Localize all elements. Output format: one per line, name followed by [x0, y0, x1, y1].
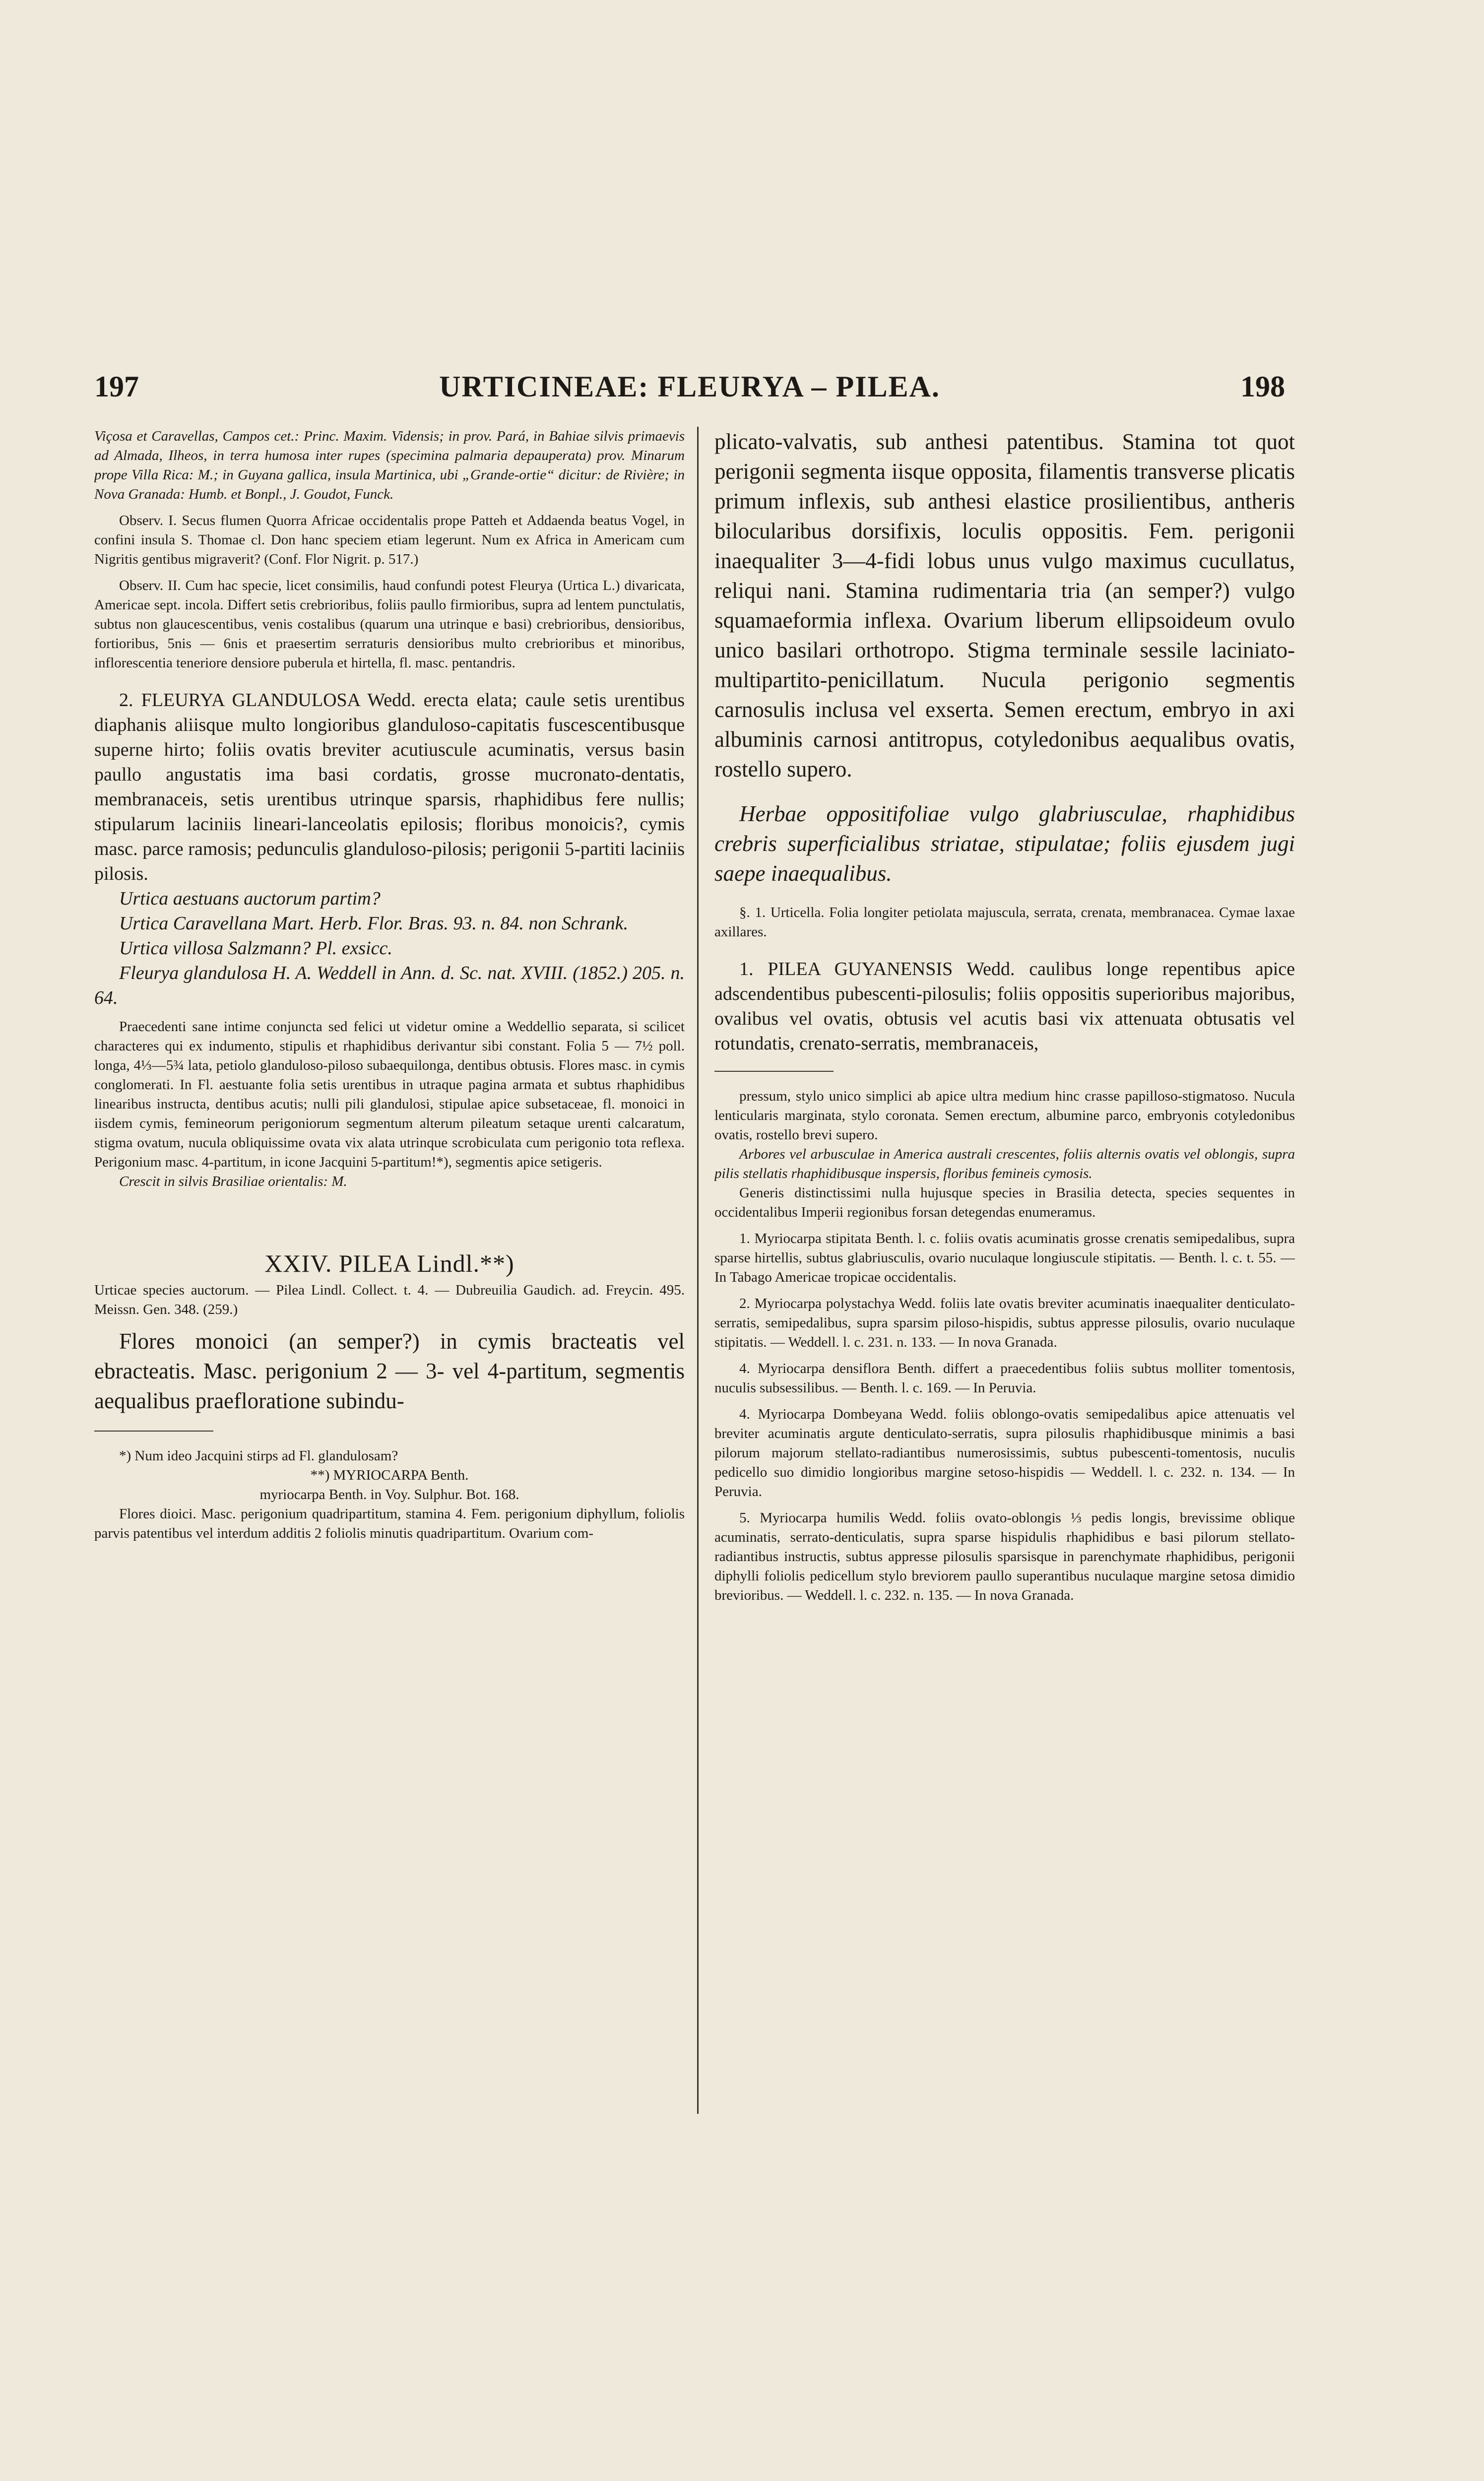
synonym-3: Urtica villosa Salzmann? Pl. exsicc.	[119, 938, 392, 959]
species-description: 2. FLEURYA GLANDULOSA Wedd. erecta elata; caule setis urentibus diaphanis aliisque multo longioribus glanduloso-capitatis fuscescentibusque superne hirto; foliis ovatis breviter acutiuscule acuminatis, versus basin paullo angustatis ima basi cordatis, grosse mucronato-dentatis, membranaceis, setis urentibus utrinque sparsis, rhaphidibus fere nullis; stipularum laciniis lineari-lanceolatis epilosis; floribus monoicis?, cymis masc. parce ramosis; pedunculis glanduloso-pilosis; perigonii 5-partiti laciniis pilosis.	[94, 690, 685, 884]
footnote-myriocarpa-2: 2. Myriocarpa polystachya Wedd. foliis late ovatis breviter acuminatis inaequaliter denticulato-serratis, semipedalibus, supra sparsim piloso-hispidis, subtus appresse pilosulis, ovario nuculaque stipitatis. — Weddell. l. c. 231. n. 133. — In nova Granada.	[714, 1296, 1295, 1350]
genus-heading: XXIV. PILEA Lindl.**)	[264, 1249, 515, 1277]
footnote-rule-right	[714, 1071, 834, 1072]
observation-2: Observ. II. Cum hac specie, licet consimilis, haud confundi potest Fleurya (Urtica L.) divaricata, Americae sept. incola. Differt setis crebrioribus, foliis paullo firmioribus, supra ad lentem punctulatis, subtus non glaucescentibus, venis costalibus (quarum una utrinque e basi) crebrioribus, densioribus, fortioribus, 5nis — 6nis et praesertim serraturis densioribus multo crebrioribus et minoribus, inflorescentia teneriore densiore puberula et hirtella, fl. masc. pentandris.	[94, 578, 685, 671]
column-divider	[697, 427, 699, 2114]
footnote-2: **) MYRIOCARPA Benth.	[310, 1467, 469, 1483]
footnote-cont-2: Arbores vel arbusculae in America australi crescentes, foliis alternis ovatis vel oblongis, supra pilis stellatis rhaphidibusque inspersis, floribus femineis cymosis.	[714, 1146, 1295, 1181]
synonym-1: Urtica aestuans auctorum partim?	[119, 888, 381, 909]
footnote-myriocarpa-3: 4. Myriocarpa densiflora Benth. differt a praecedentibus foliis subtus molliter tomentosis, nuculis subsessilibus. — Benth. l. c. 169. — In Peruvia.	[714, 1361, 1295, 1396]
synonym-4: Fleurya glandulosa H. A. Weddell in Ann. d. Sc. nat. XVIII. (1852.) 205. n. 64.	[94, 963, 685, 1008]
synonym-2: Urtica Caravellana Mart. Herb. Flor. Bras. 93. n. 84. non Schrank.	[119, 913, 628, 934]
page-number-left: 197	[94, 370, 139, 403]
footnote-myriocarpa-1: 1. Myriocarpa stipitata Benth. l. c. foliis ovatis acuminatis grosse crenatis semipedalibus, supra sparse hirtellis, subtus glabriusculis, ovario nuculaque longiuscule stipitatis. — Benth. l. c. t. 55. — In Tabago Americae tropicae occidentalis.	[714, 1231, 1295, 1285]
running-title: URTICINEAE: FLEURYA – PILEA.	[439, 370, 940, 403]
right-column	[714, 427, 1295, 2124]
genus-synonyms: Urticae species auctorum. — Pilea Lindl. Collect. t. 4. — Dubreuilia Gaudich. ad. Freycin. 495. Meissn. Gen. 348. (259.)	[94, 1282, 685, 1317]
locality-paragraph: Viçosa et Caravellas, Campos cet.: Princ. Maxim. Vidensis; in prov. Pará, in Bahiae silvis primaevis ad Almada, Ilheos, in terra humosa inter rupes (specimina palmaria depauperata) prov. Minarum prope Villa Rica: M.; in Guyana gallica, insula Martinica, ubi „Grande-ortie“ dicitur: de Rivière; in Nova Granada: Humb. et Bonpl., J. Goudot, Funck.	[94, 428, 685, 502]
footnote-myriocarpa-4: 4. Myriocarpa Dombeyana Wedd. foliis oblongo-ovatis semipedalibus apice attenuatis vel breviter acuminatis argute denticulato-serratis, supra pilosulis rhaphidibusque minimis a basi pilorum majorum stellato-radiantibus numerosissimis, subtus pubescenti-tomentosis, nuculis pedicello suo dimidio longioribus margine setoso-hispidis — Weddell. l. c. 232. n. 134. — In Peruvia.	[714, 1406, 1295, 1500]
footnote-4: Flores dioici. Masc. perigonium quadripartitum, stamina 4. Fem. perigonium diphyllum, foliolis parvis patentibus vel interdum additis 2 foliolis minutis quadripartitum. Ovarium com-	[94, 1506, 685, 1541]
genus-description: Flores monoici (an semper?) in cymis bracteatis vel ebracteatis. Masc. perigonium 2 — 3- vel 4-partitum, segmentis aequalibus praefloratione subindu-	[94, 1329, 685, 1413]
observation-1: Observ. I. Secus flumen Quorra Africae occidentalis prope Patteh et Addaenda beatus Vogel, in confini insula S. Thomae cl. Don hanc speciem etiam legerunt. Num ex Africa in Americam cum Nigritis gentibus migraverit? (Conf. Flor Nigrit. p. 517.)	[94, 513, 685, 567]
footnote-3: myriocarpa Benth. in Voy. Sulphur. Bot. 168.	[259, 1487, 519, 1502]
running-header	[94, 370, 1285, 414]
left-column	[94, 427, 685, 2124]
footnote-cont-1: pressum, stylo unico simplici ab apice ultra medium hinc crasse papilloso-stigmatoso. Nucula lenticularis marginata, stylo coronata. Semen erectum, albumine parco, embryonis cotyledonibus ovatis, rostello brevi supero.	[714, 1088, 1295, 1143]
page-number-right: 198	[1240, 370, 1285, 403]
genus-description-cont: plicato-valvatis, sub anthesi patentibus. Stamina tot quot perigonii segmenta iisque opposita, filamentis transverse plicatis primum inflexis, sub anthesi elastice prosilientibus, antheris bilocularibus dorsifixis, loculis oppositis. Fem. perigonii inaequaliter 3—4-fidi lobus unus vulgo maximus cucullatus, reliqui nani. Stamina rudimentaria tria (an semper?) vulgo squamaeformia inflexa. Ovarium liberum ellipsoideum ovulo unico basilari orthotropo. Stigma terminale sessile laciniato-multipartito-penicillatum. Nucula perigonio segmentis carnosulis inclusa vel exserta. Semen erectum, embryo in axi albuminis carnosi antitropus, cotyledonibus aequalibus ovatis, rostello supero.	[714, 429, 1295, 782]
species-pilea-guyanensis: 1. PILEA GUYANENSIS Wedd. caulibus longe repentibus apice adscendentibus pubescenti-pilosulis; foliis oppositis superioribus majoribus, ovalibus vel ovatis, obtusis vel acutis basi vix attenuata obtusatis vel rotundatis, crenato-serratis, membranaceis,	[714, 959, 1295, 1054]
section-urticella: §. 1. Urticella. Folia longiter petiolata majuscula, serrata, crenata, membranacea. Cymae laxae axillares.	[714, 905, 1295, 940]
footnote-rule	[94, 1431, 213, 1432]
footnote-1: *) Num ideo Jacquini stirps ad Fl. glandulosam?	[119, 1448, 398, 1464]
footnote-cont-3: Generis distinctissimi nulla hujusque species in Brasilia detecta, species sequentes in occidentalibus Imperii regionibus forsan detegendas enumeramus.	[714, 1185, 1295, 1220]
footnote-myriocarpa-5: 5. Myriocarpa humilis Wedd. foliis ovato-oblongis ⅓ pedis longis, brevissime oblique acuminatis, serrato-denticulatis, supra sparse hispidulis rhaphidibus e basi pilorum stellato-radiantibus instructis, subtus appresse pilosulis sparsisque in parenchymate rhaphidibus, perigonii diphylli foliolis pedicellum stylo breviorem paullo superantibus nuculaque margine setosa dimidio brevioribus. — Weddell. l. c. 232. n. 135. — In nova Granada.	[714, 1510, 1295, 1603]
habit-description: Herbae oppositifoliae vulgo glabriusculae, rhaphidibus crebris superficialibus striatae, stipulatae; foliis ejusdem jugi saepe inaequalibus.	[714, 801, 1295, 886]
discussion-paragraph: Praecedenti sane intime conjuncta sed felici ut videtur omine a Weddellio separata, si scilicet characteres qui ex indumento, stipulis et rhaphidibus derivantur sibi constant. Folia 5 — 7½ poll. longa, 4⅓—5¾ lata, petiolo glanduloso-piloso subaequilonga, dentibus obtusis. Flores masc. in cymis conglomerati. In Fl. aestuante folia setis urentibus in utraque pagina armata et subtus rhaphidibus linearibus instructa, dentibus acutis; nulli pili glandulosi, stipulae apice subsetaceae, fl. monoici in iisdem cymis, femineorum perigoniorum segmentum alterum pileatum setaque urenti calcaratum, stigma ovatum, nucula obliquissime ovata vix alata utrinque scrobiculata cum perigonio tota reflexa. Perigonium masc. 4-partitum, in icone Jacquini 5-partitum!*), segmentis apice setigeris.	[94, 1019, 685, 1170]
distribution-note: Crescit in silvis Brasiliae orientalis: M.	[119, 1174, 347, 1189]
